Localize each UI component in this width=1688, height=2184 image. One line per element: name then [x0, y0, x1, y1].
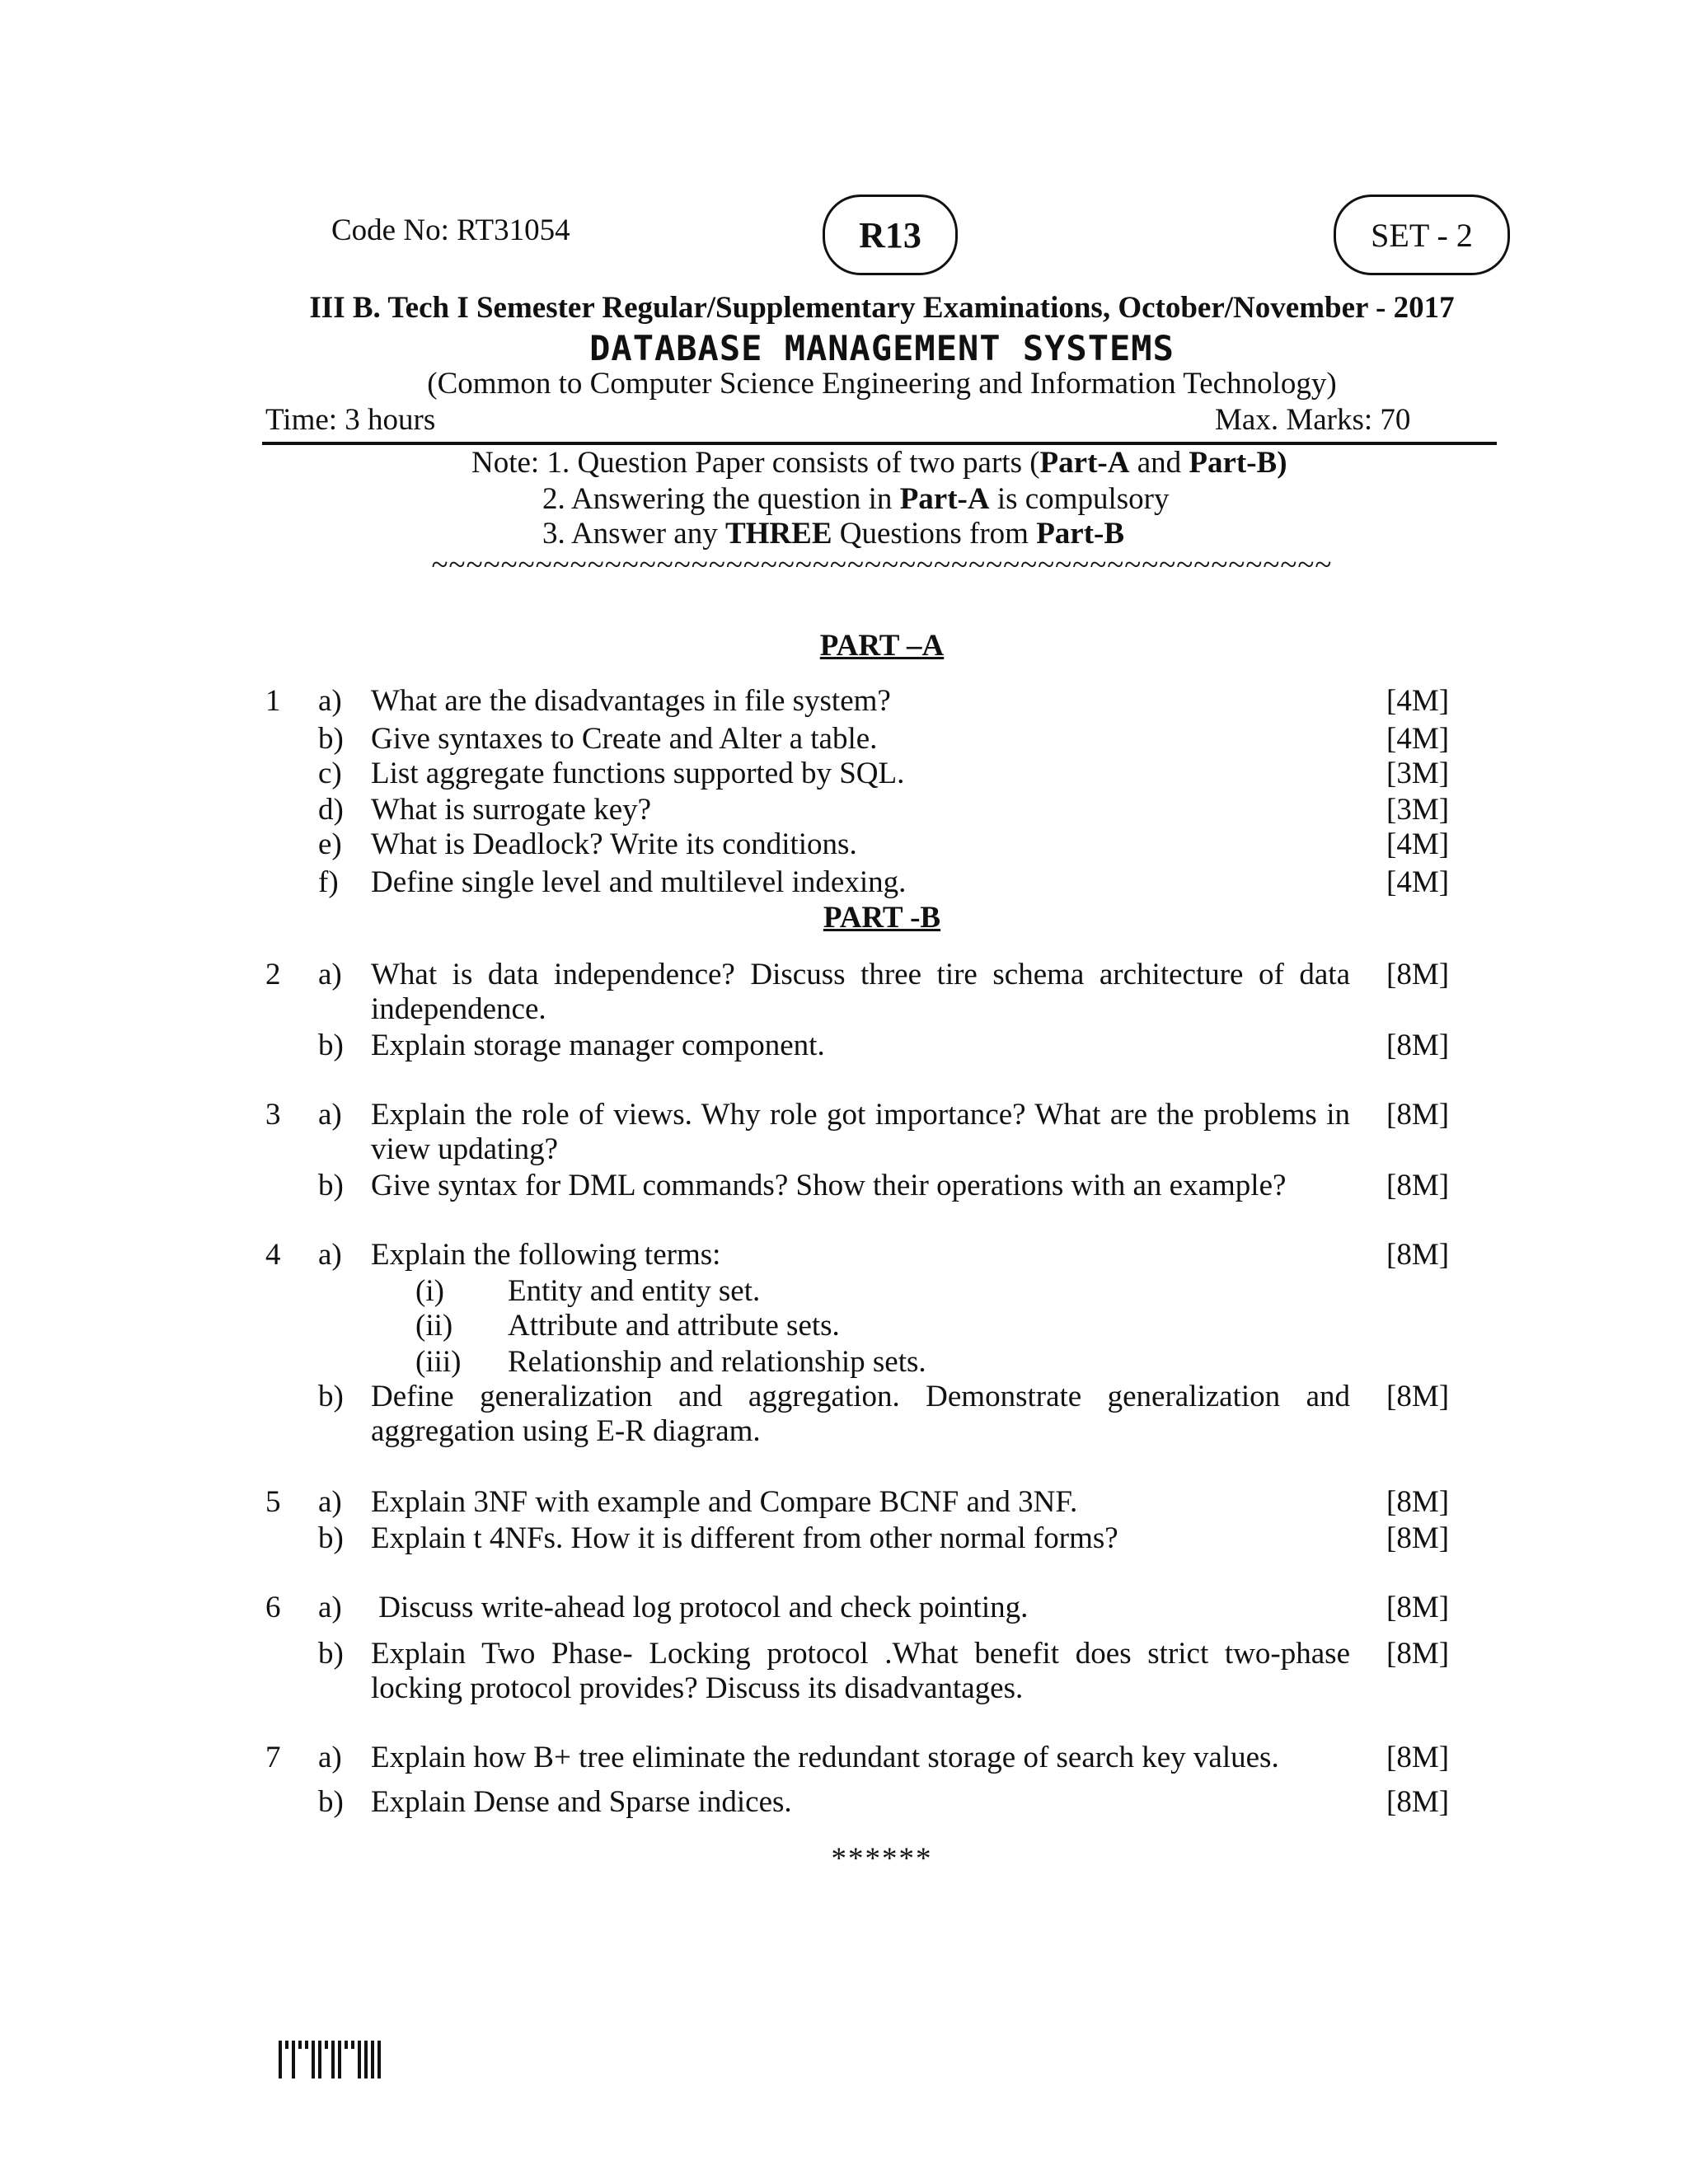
subject-title: DATABASE MANAGEMENT SYSTEMS: [589, 328, 1175, 368]
item-text: What is surrogate key?: [371, 793, 652, 827]
item-marks: [8M]: [1386, 958, 1450, 991]
item-marks: [3M]: [1386, 793, 1450, 827]
item-text: Explain Two Phase- Locking protocol .What benefit does strict two-phase locking protocol provides? Discuss its disadvantages.: [371, 1637, 1350, 1705]
tilde-separator: ~~~~~~~~~~~~~~~~~~~~~~~~~~~~~~~~~~~~~~~~~~~~~~~~~~~~: [431, 548, 1333, 582]
note-1: [471, 445, 1287, 480]
note-3-bold-b: Part-B: [1036, 517, 1125, 551]
sub-item-text: Relationship and relationship sets.: [508, 1345, 926, 1379]
item-marks: [8M]: [1386, 1485, 1450, 1519]
item-text: Define single level and multilevel indexing.: [371, 865, 907, 899]
item-letter: b): [318, 1785, 344, 1819]
item-text: Define generalization and aggregation. Demonstrate generalization and aggregation using E-R diagram.: [371, 1380, 1350, 1448]
note-2-post: is compulsory: [989, 482, 1170, 516]
note-2: [542, 481, 1169, 517]
item-letter: b): [318, 1169, 344, 1202]
item-text: Give syntaxes to Create and Alter a table.: [371, 722, 878, 756]
item-letter: a): [318, 1591, 342, 1624]
item-letter: b): [318, 1637, 344, 1671]
item-letter: a): [318, 1485, 342, 1519]
question-number: 4: [265, 1238, 281, 1272]
item-text: List aggregate functions supported by SQL.: [371, 757, 905, 790]
item-text: What are the disadvantages in file system?: [371, 684, 891, 718]
question-number: 2: [265, 958, 281, 991]
item-text: Explain t 4NFs. How it is different from other normal forms?: [371, 1521, 1118, 1555]
regulation-badge: R13: [823, 194, 958, 275]
note-3-text: 3. Answer any: [542, 517, 725, 551]
item-letter: f): [318, 865, 339, 899]
item-letter: b): [318, 1521, 344, 1555]
sub-item-text: Entity and entity set.: [508, 1274, 761, 1308]
question-number: 5: [265, 1485, 281, 1519]
item-marks: [4M]: [1386, 684, 1450, 718]
item-marks: [8M]: [1386, 1591, 1450, 1624]
item-letter: b): [318, 1029, 344, 1062]
item-marks: [4M]: [1386, 827, 1450, 861]
item-marks: [8M]: [1386, 1785, 1450, 1819]
item-marks: [8M]: [1386, 1637, 1450, 1671]
item-letter: a): [318, 1098, 342, 1132]
item-text: Explain storage manager component.: [371, 1029, 825, 1062]
question-number: 1: [265, 684, 281, 718]
question-number: 3: [265, 1098, 281, 1132]
item-letter: c): [318, 757, 342, 790]
note-3-mid: Questions from: [832, 517, 1037, 551]
sub-item-number: (i): [415, 1274, 444, 1308]
item-marks: [8M]: [1386, 1169, 1450, 1202]
note-2-text: 2. Answering the question in: [542, 482, 900, 516]
item-text: What is data independence? Discuss three tire schema architecture of data independence.: [371, 958, 1350, 1026]
item-marks: [8M]: [1386, 1098, 1450, 1132]
item-marks: [3M]: [1386, 757, 1450, 790]
item-letter: a): [318, 958, 342, 991]
note-3: [542, 516, 1124, 551]
item-text: Explain 3NF with example and Compare BCNF and 3NF.: [371, 1485, 1078, 1519]
item-marks: [8M]: [1386, 1380, 1450, 1413]
common-to: (Common to Computer Science Engineering and Information Technology): [427, 367, 1337, 401]
item-marks: [8M]: [1386, 1238, 1450, 1272]
code-number: Code No: RT31054: [331, 213, 570, 247]
note-1-text: Note: 1. Question Paper consists of two parts (: [471, 446, 1040, 480]
sub-item-number: (iii): [415, 1345, 462, 1379]
note-1-mid: and: [1129, 446, 1189, 480]
time-duration: Time: 3 hours: [265, 403, 436, 437]
item-text: Explain Dense and Sparse indices.: [371, 1785, 792, 1819]
question-number: 7: [265, 1741, 281, 1774]
sub-item-number: (ii): [415, 1309, 453, 1343]
item-text: Explain the role of views. Why role got importance? What are the problems in view updating?: [371, 1098, 1350, 1166]
item-letter: a): [318, 1741, 342, 1774]
note-1-bold-a: Part-A: [1039, 446, 1130, 480]
sub-item-text: Attribute and attribute sets.: [508, 1309, 840, 1343]
item-letter: a): [318, 684, 342, 718]
item-marks: [8M]: [1386, 1741, 1450, 1774]
item-letter: d): [318, 793, 344, 827]
item-text: Give syntax for DML commands? Show their operations with an example?: [371, 1169, 1287, 1202]
note-3-bold-a: THREE: [724, 517, 832, 551]
exam-title: III B. Tech I Semester Regular/Supplementary Examinations, October/November - 2017: [309, 291, 1455, 325]
item-marks: [4M]: [1386, 722, 1450, 756]
item-marks: [4M]: [1386, 865, 1450, 899]
barcode: [279, 2041, 381, 2079]
set-badge: SET - 2: [1334, 194, 1510, 275]
item-letter: b): [318, 722, 344, 756]
item-letter: b): [318, 1380, 344, 1413]
end-stars: ******: [831, 1842, 933, 1876]
item-text: Explain how B+ tree eliminate the redundant storage of search key values.: [371, 1741, 1279, 1774]
item-marks: [8M]: [1386, 1029, 1450, 1062]
question-number: 6: [265, 1591, 281, 1624]
item-text: Explain the following terms:: [371, 1238, 721, 1272]
note-2-bold: Part-A: [899, 482, 990, 516]
item-text: What is Deadlock? Write its conditions.: [371, 827, 857, 861]
part-b-title: PART -B: [823, 901, 941, 935]
note-1-bold-b: Part-B): [1189, 446, 1287, 480]
max-marks: Max. Marks: 70: [1215, 403, 1411, 437]
item-text: Discuss write-ahead log protocol and check pointing.: [371, 1591, 1029, 1624]
item-letter: a): [318, 1238, 342, 1272]
item-letter: e): [318, 827, 342, 861]
item-marks: [8M]: [1386, 1521, 1450, 1555]
part-a-title: PART –A: [819, 629, 945, 663]
